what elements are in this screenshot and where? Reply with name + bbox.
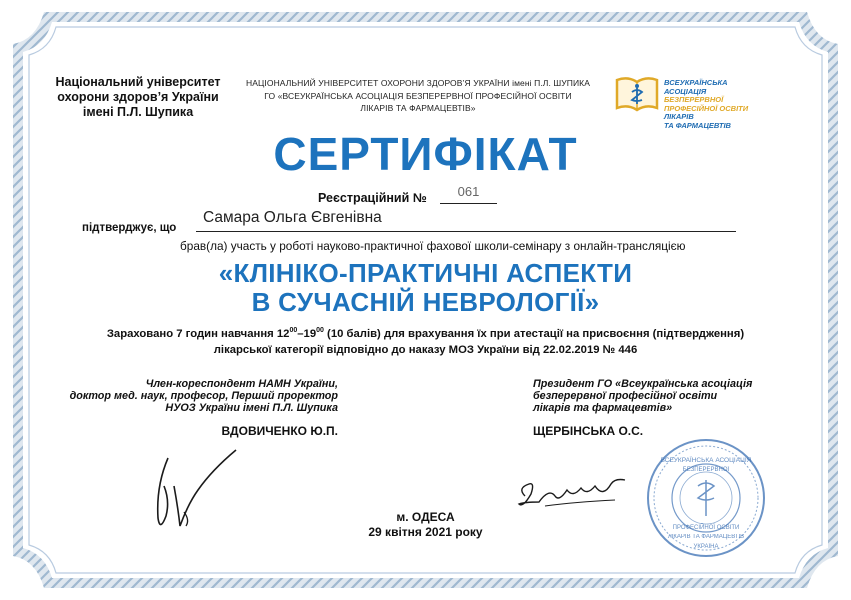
registration-number: 061 xyxy=(457,184,480,199)
issue-date: 29 квітня 2021 року xyxy=(368,525,483,539)
registration-label: Реєстраційний № xyxy=(318,191,427,205)
registration-underline xyxy=(440,203,497,204)
recipient-underline xyxy=(196,231,736,232)
city: м. ОДЕСА xyxy=(396,510,455,524)
signatory-left-name: ВДОВИЧЕНКО Ю.П. xyxy=(221,424,338,438)
participation-text: брав(ла) участь у роботі науково-практичної фахової школи-семінару з онлайн-трансляцією xyxy=(180,239,686,253)
signatory-right-name: ЩЕРБІНСЬКА О.С. xyxy=(533,424,644,438)
university-name-left: Національний університет охорони здоров’я України імені П.Л. Шупика xyxy=(55,75,221,119)
confirms-label: підтверджує, що xyxy=(82,222,177,234)
credit-statement: Зараховано 7 годин навчання $12^{00}-19^{00}$ (10 балів) для врахування їх при атестації на присвоєння (підтвердження) лікарської категорії відповідно до наказу МОЗ України від 22.02.2019 № 446 xyxy=(106,327,745,356)
association-logo-text: ВСЕУКРАЇНСЬКА АСОЦІАЦІЯ БЕЗПЕРЕРВНОЇ ПРОФЕСІЙНОЇ ОСВІТИ ЛІКАРІВ ТА ФАРМАЦЕВТІВ xyxy=(664,78,749,130)
svg-text:ПРОФЕСІЙНОЇ ОСВІТИ: ПРОФЕСІЙНОЇ ОСВІТИ xyxy=(672,525,740,531)
signatory-left-position: Член-кореспондент НАМН України, доктор мед. наук, професор, Перший проректор НУОЗ України імені П.Л. Шупика xyxy=(69,378,338,414)
svg-text:ЛІКАРІВ ТА ФАРМАЦЕВТІВ: ЛІКАРІВ ТА ФАРМАЦЕВТІВ xyxy=(667,534,745,540)
svg-text:БЕЗПЕРЕРВНОЇ: БЕЗПЕРЕРВНОЇ xyxy=(682,467,730,473)
issuers-header: НАЦІОНАЛЬНИЙ УНІВЕРСИТЕТ ОХОРОНИ ЗДОРОВ’Я УКРАЇНИ імені П.Л. ШУПИКА ГО «ВСЕУКРАЇНСЬКА АСОЦІАЦІЯ БЕЗПЕРЕРВНОЇ ПРОФЕСІЙНОЇ ОСВІТИ ЛІКАРІВ ТА ФАРМАЦЕВТІВ» xyxy=(246,78,590,113)
svg-text:УКРАЇНА: УКРАЇНА xyxy=(693,544,719,550)
course-title: «КЛІНІКО-ПРАКТИЧНІ АСПЕКТИ В СУЧАСНІЙ НЕВРОЛОГІЇ» xyxy=(218,258,633,317)
recipient-name: Самара Ольга Євгенівна xyxy=(203,209,382,226)
svg-text:ВСЕУКРАЇНСЬКА АСОЦІАЦІЯ: ВСЕУКРАЇНСЬКА АСОЦІАЦІЯ xyxy=(660,457,752,464)
association-logo-icon xyxy=(614,74,660,114)
certificate-title: СЕРТИФІКАТ xyxy=(273,128,578,180)
signatory-right-position: Президент ГО «Всеукраїнська асоціація безперервної професійної освіти лікарів та фармацевтів» xyxy=(533,378,753,414)
association-stamp xyxy=(644,436,768,560)
